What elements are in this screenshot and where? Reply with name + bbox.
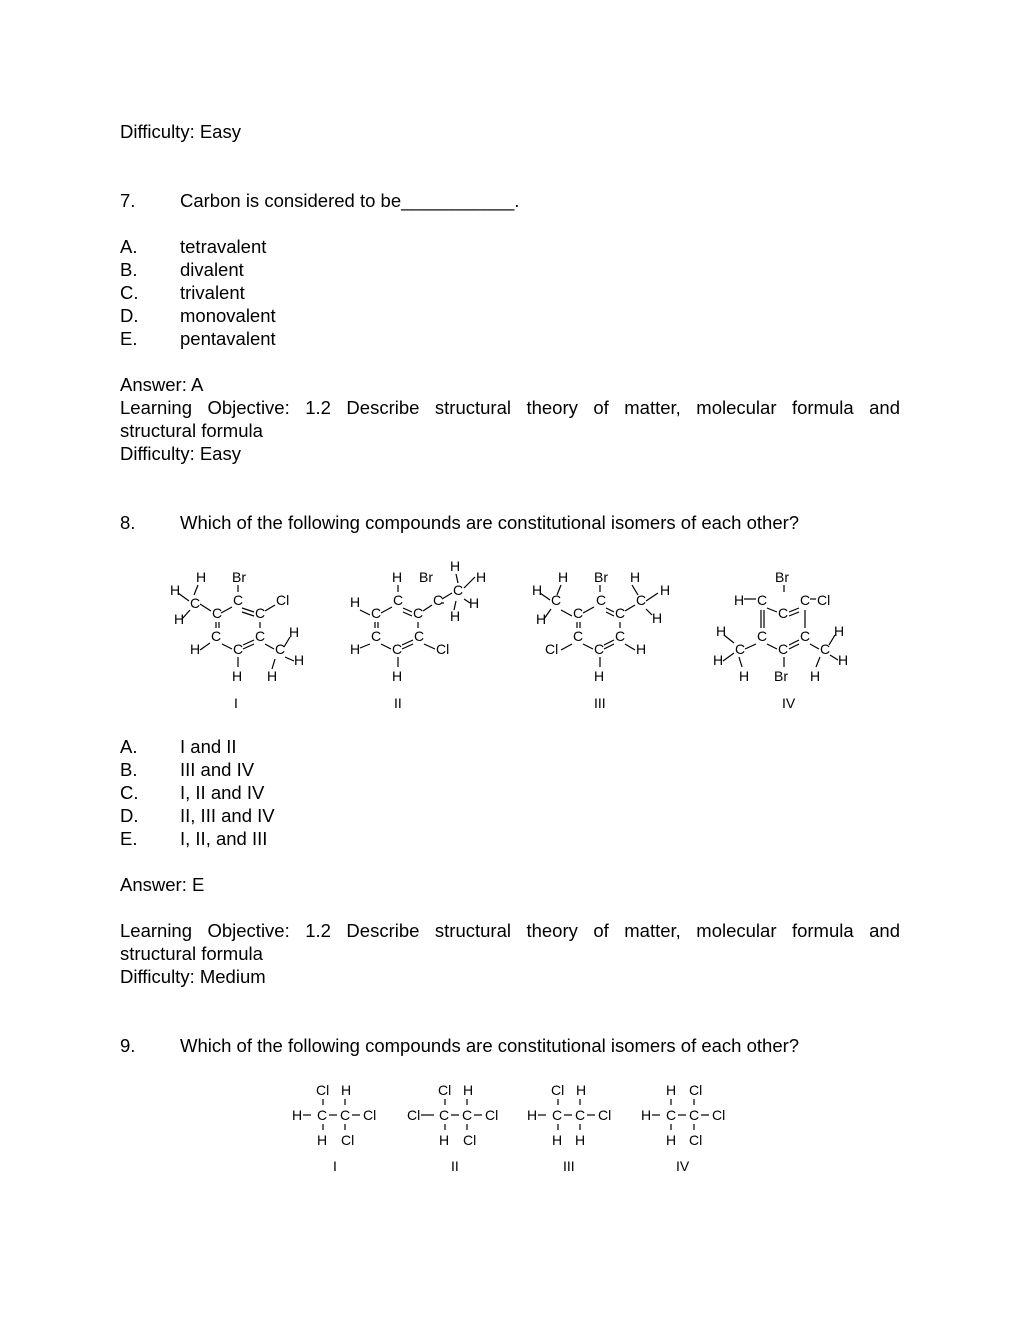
q8-learning-objective: Learning Objective: 1.2 Describe structural theory of matter, molecular formula and [120, 920, 900, 941]
svg-text:C: C [596, 592, 607, 608]
svg-text:H: H [713, 652, 724, 668]
svg-text:Cl: Cl [545, 641, 559, 657]
q8-structure-i [170, 569, 304, 711]
q8-label-i: I [234, 695, 238, 711]
svg-text:H: H [532, 582, 543, 598]
q8-label-iv: IV [782, 695, 796, 711]
svg-text:C: C [233, 592, 244, 608]
svg-text:H: H [196, 569, 207, 585]
svg-text:H: H [392, 569, 403, 585]
svg-text:C: C [392, 641, 403, 657]
q8-option-text: I, II and IV [180, 782, 265, 803]
svg-text:C: C [255, 605, 266, 621]
q7-difficulty: Difficulty: Easy [120, 443, 241, 464]
svg-text:C: C [393, 592, 404, 608]
q8-label-iii: III [594, 695, 606, 711]
svg-text:H: H [476, 569, 487, 585]
svg-text:H: H [527, 1107, 538, 1123]
svg-text:C: C [190, 595, 201, 611]
svg-text:C: C [462, 1107, 473, 1123]
svg-text:C: C [233, 641, 244, 657]
svg-text:H: H [292, 1107, 303, 1123]
svg-text:Cl: Cl [463, 1132, 477, 1148]
q8-learning-objective-cont: structural formula [120, 943, 263, 964]
q8-option-text: II, III and IV [180, 805, 275, 826]
q8-option-letter: A. [120, 736, 138, 757]
svg-text:C: C [689, 1107, 700, 1123]
svg-text:Br: Br [594, 569, 608, 585]
q7-option-letter: B. [120, 259, 138, 280]
q8-option-letter: E. [120, 828, 138, 849]
svg-text:H: H [170, 582, 181, 598]
svg-text:C: C [666, 1107, 677, 1123]
svg-text:C: C [636, 592, 647, 608]
svg-text:C: C [317, 1107, 328, 1123]
svg-text:H: H [463, 1082, 474, 1098]
svg-text:Cl: Cl [363, 1107, 377, 1123]
svg-text:Cl: Cl [438, 1082, 452, 1098]
svg-text:C: C [255, 628, 266, 644]
q7-option-text: trivalent [180, 282, 245, 303]
svg-text:C: C [778, 641, 789, 657]
svg-text:C: C [340, 1107, 351, 1123]
q8-structures-figure [160, 555, 880, 720]
q8-difficulty: Difficulty: Medium [120, 966, 266, 987]
svg-text:H: H [317, 1132, 328, 1148]
svg-text:H: H [341, 1082, 352, 1098]
svg-text:H: H [294, 652, 305, 668]
svg-text:C: C [575, 1107, 586, 1123]
svg-text:Cl: Cl [712, 1107, 726, 1123]
svg-text:C: C [594, 641, 605, 657]
svg-text:H: H [450, 608, 461, 624]
svg-text:H: H [641, 1107, 652, 1123]
svg-text:Cl: Cl [598, 1107, 612, 1123]
q8-answer: Answer: E [120, 874, 205, 895]
svg-text:C: C [413, 605, 424, 621]
svg-text:H: H [739, 668, 750, 684]
q9-label-iv: IV [676, 1158, 690, 1174]
svg-text:H: H [469, 595, 480, 611]
q9-structure-i [292, 1082, 376, 1174]
q7-answer: Answer: A [120, 374, 204, 395]
q7-option-text: tetravalent [180, 236, 267, 257]
svg-text:Br: Br [774, 668, 788, 684]
q7-number: 7. [120, 190, 136, 211]
svg-text:Cl: Cl [316, 1082, 330, 1098]
svg-text:C: C [615, 605, 626, 621]
prev-difficulty: Difficulty: Easy [120, 121, 241, 142]
svg-text:H: H [716, 623, 727, 639]
svg-text:C: C [211, 628, 222, 644]
svg-text:H: H [834, 623, 845, 639]
svg-text:C: C [800, 592, 811, 608]
svg-text:H: H [666, 1132, 677, 1148]
q7-option-letter: C. [120, 282, 139, 303]
svg-text:C: C [573, 605, 584, 621]
svg-text:Br: Br [775, 569, 789, 585]
svg-text:H: H [190, 641, 201, 657]
q8-number: 8. [120, 512, 136, 533]
q8-structure-iv [713, 569, 848, 711]
svg-text:H: H [576, 1082, 587, 1098]
q9-structures-figure [285, 1075, 745, 1185]
svg-text:H: H [232, 668, 243, 684]
q8-structure-ii [350, 558, 486, 711]
q8-option-text: I and II [180, 736, 237, 757]
svg-text:H: H [267, 668, 278, 684]
q9-text: Which of the following compounds are constitutional isomers of each other? [180, 1035, 800, 1056]
q7-option-text: monovalent [180, 305, 276, 326]
q9-label-iii: III [563, 1158, 575, 1174]
svg-text:Br: Br [419, 569, 433, 585]
svg-text:Cl: Cl [689, 1082, 703, 1098]
q8-option-text: III and IV [180, 759, 255, 780]
q8-option-letter: D. [120, 805, 139, 826]
q9-structure-ii [407, 1082, 498, 1174]
svg-text:H: H [392, 668, 403, 684]
svg-text:Br: Br [232, 569, 246, 585]
svg-text:C: C [757, 592, 768, 608]
svg-text:Cl: Cl [817, 592, 831, 608]
svg-text:Cl: Cl [689, 1132, 703, 1148]
svg-text:C: C [414, 628, 425, 644]
q9-number: 9. [120, 1035, 136, 1056]
svg-text:H: H [439, 1132, 450, 1148]
svg-text:C: C [453, 582, 464, 598]
svg-text:Cl: Cl [436, 641, 450, 657]
svg-text:H: H [594, 668, 605, 684]
svg-text:C: C [735, 641, 746, 657]
q8-text: Which of the following compounds are constitutional isomers of each other? [180, 512, 800, 533]
svg-text:C: C [551, 592, 562, 608]
svg-text:H: H [289, 624, 300, 640]
svg-text:Cl: Cl [485, 1107, 499, 1123]
q8-option-text: I, II, and III [180, 828, 268, 849]
svg-text:C: C [615, 628, 626, 644]
svg-text:H: H [636, 641, 647, 657]
svg-text:C: C [552, 1107, 563, 1123]
svg-text:H: H [174, 611, 185, 627]
svg-text:C: C [212, 605, 223, 621]
svg-text:H: H [350, 594, 361, 610]
svg-text:H: H [558, 569, 569, 585]
q7-learning-objective: Learning Objective: 1.2 Describe structural theory of matter, molecular formula and [120, 397, 900, 418]
svg-text:Cl: Cl [276, 592, 290, 608]
q8-label-ii: II [394, 695, 402, 711]
svg-text:C: C [800, 628, 811, 644]
svg-text:H: H [552, 1132, 563, 1148]
q9-structure-iv [641, 1082, 725, 1174]
q7-option-text: pentavalent [180, 328, 276, 349]
q9-label-i: I [333, 1158, 337, 1174]
svg-text:C: C [433, 592, 444, 608]
q7-option-text: divalent [180, 259, 244, 280]
q7-text: Carbon is considered to be___________. [180, 190, 520, 211]
svg-text:H: H [660, 582, 671, 598]
svg-text:C: C [371, 605, 382, 621]
q7-option-letter: A. [120, 236, 138, 257]
q9-structure-iii [527, 1082, 611, 1174]
svg-text:C: C [820, 641, 831, 657]
q7-option-letter: E. [120, 328, 138, 349]
svg-text:C: C [439, 1107, 450, 1123]
q7-learning-objective-cont: structural formula [120, 420, 263, 441]
svg-text:Cl: Cl [551, 1082, 565, 1098]
svg-text:C: C [275, 641, 286, 657]
svg-text:C: C [573, 628, 584, 644]
svg-text:H: H [350, 641, 361, 657]
svg-text:H: H [450, 558, 461, 574]
q8-option-letter: B. [120, 759, 138, 780]
svg-text:Cl: Cl [341, 1132, 355, 1148]
svg-text:H: H [810, 668, 821, 684]
svg-text:H: H [536, 611, 547, 627]
svg-text:H: H [838, 652, 849, 668]
svg-text:H: H [630, 569, 641, 585]
svg-text:H: H [666, 1082, 677, 1098]
q9-label-ii: II [451, 1158, 459, 1174]
q8-structure-iii [532, 569, 670, 711]
svg-text:H: H [734, 592, 745, 608]
svg-text:H: H [652, 610, 663, 626]
svg-text:C: C [778, 605, 789, 621]
svg-text:C: C [371, 628, 382, 644]
svg-text:Cl: Cl [407, 1107, 421, 1123]
svg-text:C: C [757, 628, 768, 644]
q7-option-letter: D. [120, 305, 139, 326]
q8-option-letter: C. [120, 782, 139, 803]
svg-text:H: H [575, 1132, 586, 1148]
